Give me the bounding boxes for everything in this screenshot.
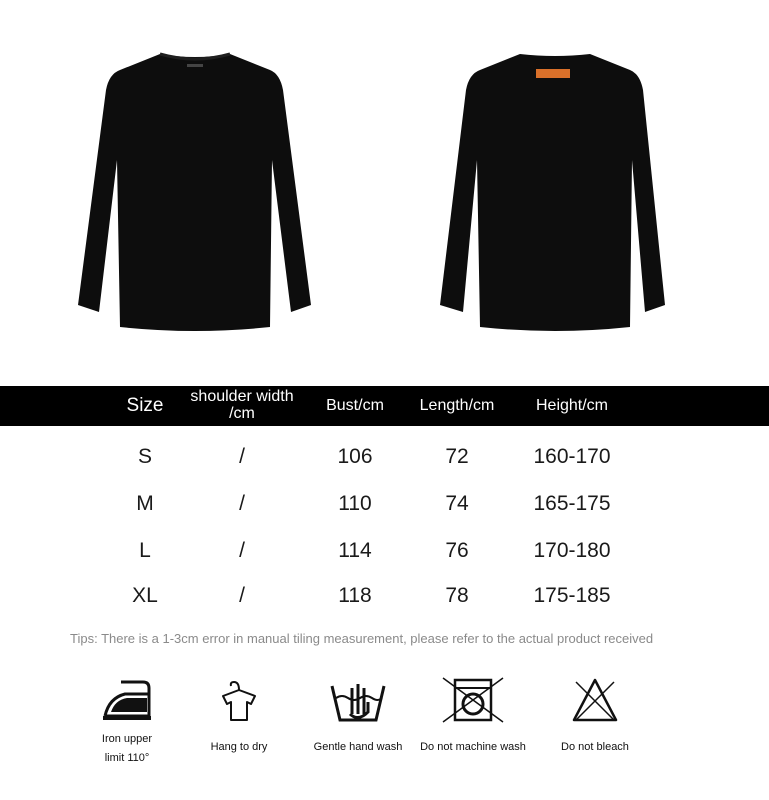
care-item-hand-wash [298, 676, 418, 757]
measurement-tips: Tips: There is a 1-3cm error in manual tiling measurement, please refer to the actual product received [70, 631, 654, 646]
care-label: Hang to dry [210, 741, 268, 753]
cell-length: 76 [445, 539, 469, 562]
hanger-icon [217, 676, 261, 724]
table-row [0, 582, 769, 612]
no-machine-wash-icon [441, 676, 505, 724]
care-item-no-bleach [535, 676, 655, 757]
header-size: Size [126, 395, 164, 416]
header-shoulder-line2: /cm [229, 405, 255, 422]
cell-length: 74 [445, 492, 469, 515]
care-label-line2: limit 110° [104, 752, 150, 764]
header-shoulder-width [190, 388, 293, 422]
cell-shoulder: / [239, 445, 245, 468]
care-label-line1: Iron upper [101, 733, 153, 745]
care-item-iron [67, 676, 187, 768]
care-item-no-machine-wash [413, 676, 533, 757]
cell-shoulder: / [239, 492, 245, 515]
cell-length: 78 [445, 584, 469, 607]
cell-size: XL [132, 584, 158, 607]
cell-height: 165-175 [533, 492, 611, 515]
back-shirt-image [425, 40, 685, 340]
brand-label-patch [536, 69, 570, 78]
size-table-header [0, 386, 769, 426]
care-label: Do not machine wash [420, 741, 526, 753]
front-shirt-image [65, 40, 325, 340]
cell-bust: 114 [338, 539, 372, 562]
cell-bust: 110 [338, 492, 372, 515]
table-row [0, 537, 769, 567]
header-length: Length/cm [419, 397, 495, 414]
cell-length: 72 [445, 445, 469, 468]
cell-bust: 106 [337, 445, 373, 468]
table-row [0, 443, 769, 473]
header-height: Height/cm [535, 397, 609, 414]
no-bleach-icon [570, 676, 620, 724]
cell-bust: 118 [338, 584, 372, 607]
header-shoulder-line1: shoulder width [190, 388, 294, 405]
table-row [0, 490, 769, 520]
cell-shoulder: / [239, 584, 245, 607]
cell-height: 160-170 [533, 445, 611, 468]
iron-icon [97, 676, 157, 724]
cell-size: L [139, 539, 151, 562]
care-item-hang [179, 676, 299, 757]
cell-size: S [137, 445, 153, 468]
cell-height: 170-180 [533, 539, 611, 562]
cell-shoulder: / [239, 539, 245, 562]
care-label: Do not bleach [561, 741, 629, 753]
cell-height: 175-185 [533, 584, 611, 607]
header-bust: Bust/cm [326, 397, 384, 414]
care-label: Gentle hand wash [313, 741, 403, 753]
cell-size: M [136, 492, 154, 515]
hand-wash-icon [328, 676, 388, 724]
